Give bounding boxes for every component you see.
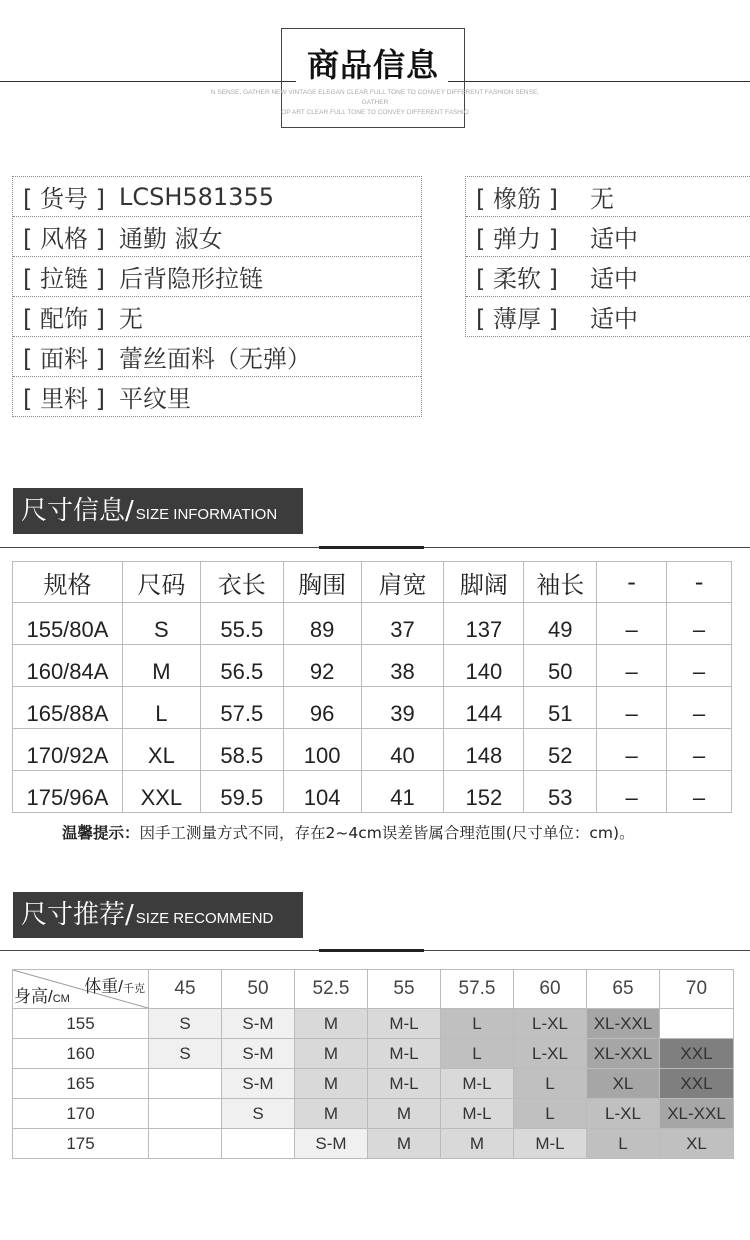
size-cell: 160/84A [13, 645, 123, 687]
size-cell: 39 [361, 687, 444, 729]
attributes-left-table [12, 176, 422, 417]
size-row [13, 603, 732, 645]
attribute-value: 无 [118, 305, 143, 333]
size-cell: 137 [444, 603, 524, 645]
height-cell: 165 [13, 1069, 149, 1099]
tip-label: 温馨提示： [62, 824, 140, 842]
attribute-value: 适中 [589, 225, 638, 253]
size-recommend-table [12, 969, 734, 1159]
attribute-value: 平纹里 [118, 385, 191, 413]
recommend-cell: M-L [368, 1069, 441, 1099]
size-recommend-subtitle: SIZE RECOMMEND [135, 910, 274, 927]
attribute-label: [ 风格 ] [23, 225, 105, 253]
size-header-cell: 衣长 [200, 562, 283, 603]
size-header-row [13, 562, 732, 603]
size-cell: 56.5 [200, 645, 283, 687]
attribute-row [466, 297, 750, 336]
attribute-value: 后背隐形拉链 [118, 265, 263, 293]
recommend-cell: S-M [222, 1039, 295, 1069]
recommend-cell: L-XL [587, 1099, 660, 1129]
attributes-right-table [465, 176, 750, 337]
recommend-cell: M [295, 1039, 368, 1069]
size-cell: 58.5 [200, 729, 283, 771]
recommend-row [13, 1039, 734, 1069]
weight-header-cell: 57.5 [441, 970, 514, 1009]
header-subtitle-line-1: N SENSE, GATHER NEW VINTAGE ELEGAN CLEAR FULL TONE TO CONVEY DIFFERENT FASHION SENSE, GATHER [210, 89, 540, 106]
size-cell: 51 [524, 687, 597, 729]
size-cell: 148 [444, 729, 524, 771]
size-cell: 92 [283, 645, 361, 687]
size-cell: 104 [283, 771, 361, 813]
attribute-label: [ 里料 ] [23, 385, 105, 413]
weight-header-cell: 45 [149, 970, 222, 1009]
weight-header-cell: 52.5 [295, 970, 368, 1009]
recommend-cell: L [514, 1069, 587, 1099]
weight-header-cell: 50 [222, 970, 295, 1009]
attribute-value: 适中 [589, 305, 638, 333]
weight-header-cell: 70 [660, 970, 734, 1009]
attribute-label: [ 货号 ] [23, 185, 105, 213]
recommend-cell: M [295, 1069, 368, 1099]
size-cell: – [597, 687, 667, 729]
recommend-cell: S [149, 1009, 222, 1039]
size-cell: 38 [361, 645, 444, 687]
size-cell: 59.5 [200, 771, 283, 813]
size-cell: 175/96A [13, 771, 123, 813]
size-cell: – [667, 603, 732, 645]
recommend-cell: XL [660, 1129, 734, 1159]
size-cell: 40 [361, 729, 444, 771]
weight-header-cell: 60 [514, 970, 587, 1009]
size-header-cell: - [597, 562, 667, 603]
recommend-cell: M-L [514, 1129, 587, 1159]
size-cell: S [122, 603, 200, 645]
size-header-cell: 规格 [13, 562, 123, 603]
recommend-cell: M [295, 1009, 368, 1039]
size-recommend-accent-bar [319, 949, 424, 952]
recommend-row [13, 1069, 734, 1099]
page-title: 商品信息 [306, 46, 439, 84]
recommend-cell: M [441, 1129, 514, 1159]
attribute-row [13, 217, 421, 257]
recommend-cell: XXL [660, 1039, 734, 1069]
attribute-label: [ 橡筋 ] [476, 185, 558, 213]
recommend-header-row [13, 970, 734, 1009]
weight-axis-label: 体重/千克 [84, 977, 145, 996]
recommend-cell: XL-XXL [660, 1099, 734, 1129]
attribute-row [13, 297, 421, 337]
size-table [12, 561, 732, 813]
size-recommend-header [13, 892, 303, 938]
size-cell: 89 [283, 603, 361, 645]
size-row [13, 687, 732, 729]
recommend-cell: M-L [368, 1039, 441, 1069]
size-cell: XXL [122, 771, 200, 813]
size-cell: 100 [283, 729, 361, 771]
size-cell: – [597, 603, 667, 645]
recommend-cell [660, 1009, 734, 1039]
height-cell: 175 [13, 1129, 149, 1159]
size-header-cell: 袖长 [524, 562, 597, 603]
attribute-label: [ 弹力 ] [476, 225, 558, 253]
size-row [13, 771, 732, 813]
recommend-cell: M [295, 1099, 368, 1129]
size-header-cell: - [667, 562, 732, 603]
attribute-value: 无 [589, 185, 614, 213]
size-cell: – [667, 687, 732, 729]
size-cell: – [597, 771, 667, 813]
weight-header-cell: 65 [587, 970, 660, 1009]
recommend-cell: S [222, 1099, 295, 1129]
height-cell: 170 [13, 1099, 149, 1129]
attribute-row [13, 177, 421, 217]
recommend-row [13, 1099, 734, 1129]
recommend-cell: S [149, 1039, 222, 1069]
size-info-subtitle: SIZE INFORMATION [135, 506, 278, 523]
recommend-cell: S-M [222, 1069, 295, 1099]
recommend-row [13, 1009, 734, 1039]
size-cell: 57.5 [200, 687, 283, 729]
size-cell: – [667, 729, 732, 771]
attribute-value: 蕾丝面料（无弹） [118, 345, 311, 373]
recommend-cell [149, 1099, 222, 1129]
attribute-label: [ 面料 ] [23, 345, 105, 373]
measurement-tip [62, 821, 635, 843]
attribute-row [13, 337, 421, 377]
recommend-cell: L-XL [514, 1009, 587, 1039]
size-cell: 52 [524, 729, 597, 771]
size-cell: – [597, 645, 667, 687]
weight-header-cell: 55 [368, 970, 441, 1009]
size-cell: M [122, 645, 200, 687]
size-cell: 50 [524, 645, 597, 687]
size-cell: L [122, 687, 200, 729]
size-info-title: 尺寸信息/ [21, 496, 134, 526]
recommend-cell: L [514, 1099, 587, 1129]
size-row [13, 645, 732, 687]
size-cell: – [667, 771, 732, 813]
recommend-cell: M-L [441, 1099, 514, 1129]
size-cell: 53 [524, 771, 597, 813]
recommend-cell [222, 1129, 295, 1159]
recommend-corner-cell [13, 970, 149, 1009]
size-cell: 140 [444, 645, 524, 687]
recommend-cell: L [441, 1009, 514, 1039]
size-cell: 155/80A [13, 603, 123, 645]
recommend-cell [149, 1129, 222, 1159]
attribute-row [466, 257, 750, 297]
header-subtitle-line-2: OP ART CLEAR FULL TONE TO CONVEY DIFFERENT FASHIO [281, 109, 469, 116]
recommend-cell: M-L [368, 1009, 441, 1039]
attribute-value: 通勤 淑女 [118, 225, 223, 253]
size-recommend-title: 尺寸推荐/ [21, 900, 134, 930]
recommend-cell: XL [587, 1069, 660, 1099]
attribute-row [466, 217, 750, 257]
height-cell: 155 [13, 1009, 149, 1039]
recommend-row [13, 1129, 734, 1159]
header-subtitle [205, 88, 545, 118]
tip-text: 因手工测量方式不同，存在2~4cm误差皆属合理范围(尺寸单位：cm)。 [139, 824, 635, 842]
attribute-value: LCSH581355 [118, 182, 275, 211]
size-cell: – [597, 729, 667, 771]
size-cell: 55.5 [200, 603, 283, 645]
size-cell: 152 [444, 771, 524, 813]
size-cell: 165/88A [13, 687, 123, 729]
recommend-cell: M [368, 1129, 441, 1159]
recommend-cell: L [587, 1129, 660, 1159]
size-header-cell: 胸围 [283, 562, 361, 603]
size-info-accent-bar [319, 546, 424, 549]
size-cell: 144 [444, 687, 524, 729]
size-cell: XL [122, 729, 200, 771]
attribute-row [13, 377, 421, 416]
attribute-row [466, 177, 750, 217]
recommend-cell: S-M [295, 1129, 368, 1159]
height-axis-label: 身高/CM [14, 987, 70, 1006]
recommend-cell: XL-XXL [587, 1009, 660, 1039]
size-cell: 170/92A [13, 729, 123, 771]
height-cell: 160 [13, 1039, 149, 1069]
attribute-label: [ 拉链 ] [23, 265, 105, 293]
attribute-value: 适中 [589, 265, 638, 293]
attribute-label: [ 配饰 ] [23, 305, 105, 333]
size-header-cell: 尺码 [122, 562, 200, 603]
size-cell: 96 [283, 687, 361, 729]
size-header-cell: 肩宽 [361, 562, 444, 603]
attribute-row [13, 257, 421, 297]
recommend-cell: S-M [222, 1009, 295, 1039]
recommend-cell: L-XL [514, 1039, 587, 1069]
size-cell: 37 [361, 603, 444, 645]
recommend-cell: XL-XXL [587, 1039, 660, 1069]
size-header-cell: 脚阔 [444, 562, 524, 603]
recommend-cell: M-L [441, 1069, 514, 1099]
recommend-cell: M [368, 1099, 441, 1129]
attribute-label: [ 柔软 ] [476, 265, 558, 293]
size-row [13, 729, 732, 771]
size-info-header [13, 488, 303, 534]
recommend-cell: XXL [660, 1069, 734, 1099]
recommend-cell: L [441, 1039, 514, 1069]
attribute-label: [ 薄厚 ] [476, 305, 558, 333]
recommend-cell [149, 1069, 222, 1099]
size-cell: 49 [524, 603, 597, 645]
size-cell: 41 [361, 771, 444, 813]
size-cell: – [667, 645, 732, 687]
